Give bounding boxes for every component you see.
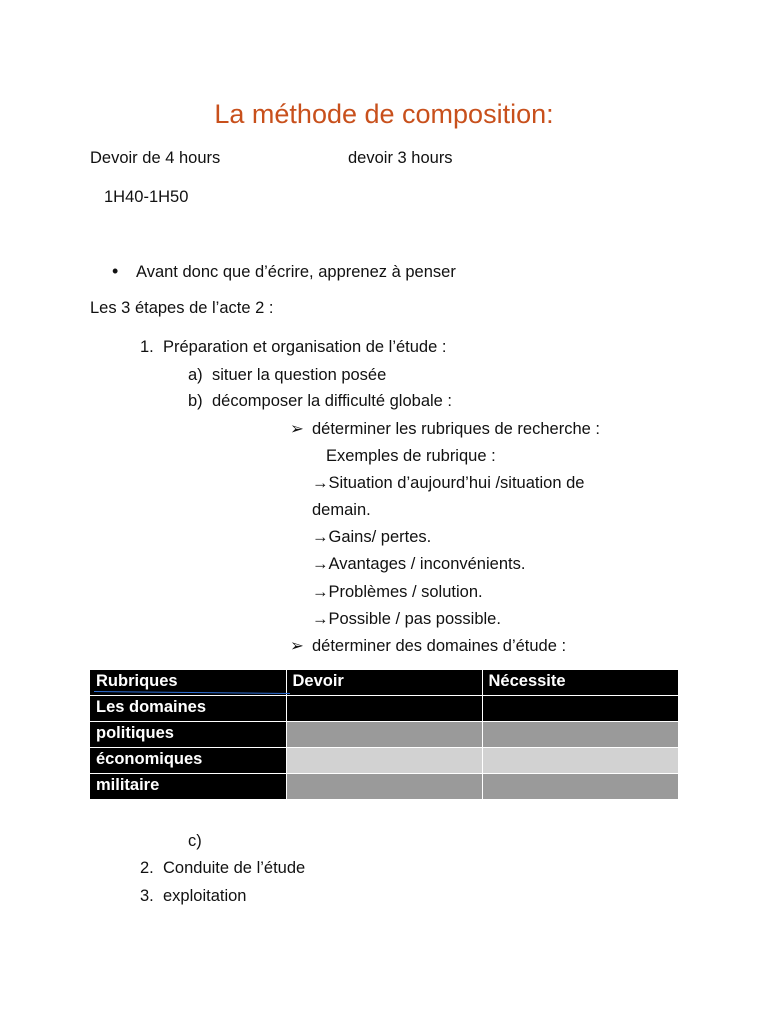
step2-label: Conduite de l’étude xyxy=(163,859,306,877)
right-arrow-icon: → xyxy=(312,528,329,546)
arrowhead-bullet-icon: ➢ xyxy=(290,637,304,655)
table-cell xyxy=(286,774,482,800)
table-header-cell: Rubriques xyxy=(90,670,286,696)
sub-b-marker: b) xyxy=(188,392,203,410)
table-cell xyxy=(482,722,678,748)
examples-heading: Exemples de rubrique : xyxy=(326,447,496,465)
duration-time: 1H40-1H50 xyxy=(104,188,189,206)
table-cell xyxy=(286,696,482,722)
table-header-cell: Devoir xyxy=(286,670,482,696)
table-cell: économiques xyxy=(90,748,286,774)
right-arrow-icon: → xyxy=(312,610,329,628)
step1-label: Préparation et organisation de l’étude : xyxy=(163,338,447,356)
domains-table xyxy=(90,670,679,800)
duration-left: Devoir de 4 hours xyxy=(90,149,221,167)
table-row xyxy=(90,696,678,722)
example-text: Situation d’aujourd’hui /situation de xyxy=(328,474,585,492)
table-row xyxy=(90,774,678,800)
example-item xyxy=(312,527,431,547)
example-item xyxy=(312,582,483,602)
sub-c-marker: c) xyxy=(188,832,202,850)
example-text: Avantages / inconvénients. xyxy=(328,555,526,573)
table-cell xyxy=(482,696,678,722)
steps-heading: Les 3 étapes de l’acte 2 : xyxy=(90,299,274,317)
table-row xyxy=(90,748,678,774)
right-arrow-icon: → xyxy=(312,555,329,573)
table-cell xyxy=(286,748,482,774)
step3-number: 3. xyxy=(140,887,154,905)
bullet-text: Avant donc que d’écrire, apprenez à penser xyxy=(136,263,456,281)
bullet-icon: • xyxy=(112,261,119,281)
right-arrow-icon: → xyxy=(312,583,329,601)
table-cell xyxy=(286,722,482,748)
table-cell: Les domaines xyxy=(90,696,286,722)
step3-label: exploitation xyxy=(163,887,247,905)
table-header-cell: Nécessite xyxy=(482,670,678,696)
example-text: demain. xyxy=(312,501,371,519)
arrowhead-bullet-icon: ➢ xyxy=(290,420,304,438)
sub-a-text: situer la question posée xyxy=(212,366,387,384)
step1-number: 1. xyxy=(140,338,154,356)
table-cell xyxy=(482,748,678,774)
table-cell: militaire xyxy=(90,774,286,800)
duration-right: devoir 3 hours xyxy=(348,149,453,167)
example-item xyxy=(312,609,501,629)
arrow-item-domaines: déterminer des domaines d’étude : xyxy=(312,637,567,655)
right-arrow-icon: → xyxy=(312,474,329,492)
table-row xyxy=(90,722,678,748)
example-text: Possible / pas possible. xyxy=(328,610,501,628)
page-title: La méthode de composition: xyxy=(214,99,554,129)
step2-number: 2. xyxy=(140,859,154,877)
example-item xyxy=(312,554,525,574)
example-text: Gains/ pertes. xyxy=(328,528,432,546)
table-cell: politiques xyxy=(90,722,286,748)
arrow-item-rubriques: déterminer les rubriques de recherche : xyxy=(312,420,600,438)
table-cell xyxy=(482,774,678,800)
sub-b-text: décomposer la difficulté globale : xyxy=(212,392,453,410)
example-item xyxy=(312,473,584,493)
example-text: Problèmes / solution. xyxy=(328,583,483,601)
sub-a-marker: a) xyxy=(188,366,203,384)
example-item xyxy=(312,500,371,520)
